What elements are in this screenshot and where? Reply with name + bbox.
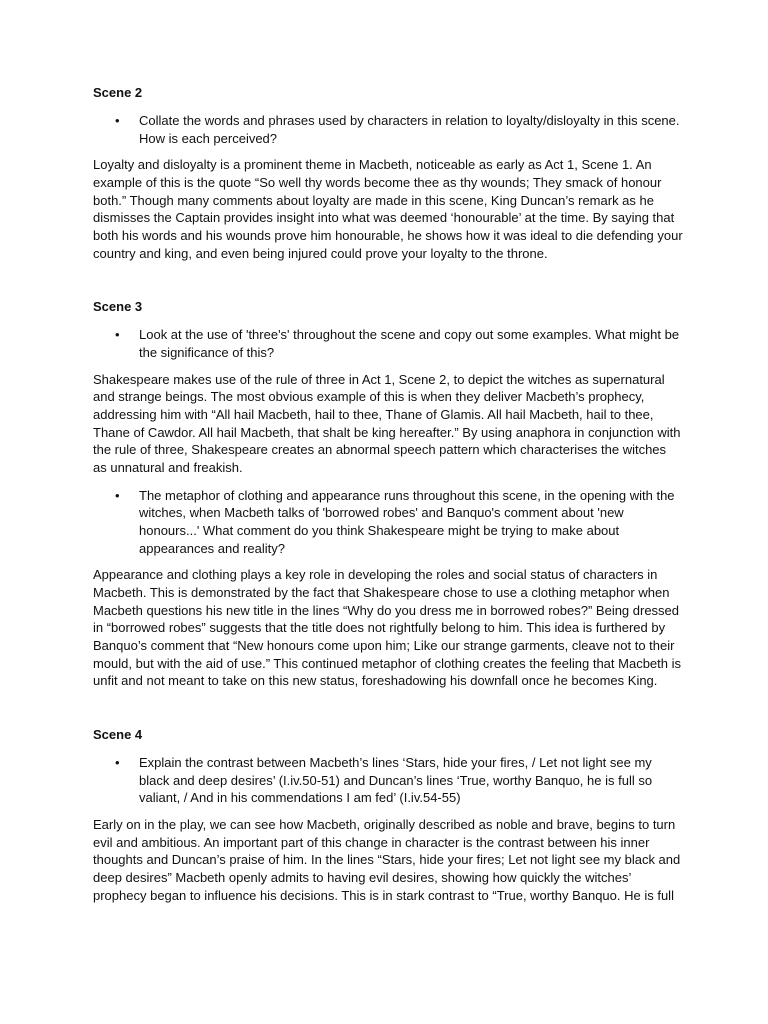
bullet-marker: • <box>115 487 120 503</box>
question-text: Look at the use of 'three's' throughout the scene and copy out some examples. What might be the significance of this? <box>139 327 680 360</box>
scene-2-heading: Scene 2 <box>93 85 143 100</box>
scene-3-question-1 <box>93 326 683 361</box>
scene-3-question-2 <box>93 487 683 557</box>
bullet-marker: • <box>115 113 120 128</box>
scene-3-heading: Scene 3 <box>93 299 143 315</box>
scene-3-answer-2: Appearance and clothing plays a key role in developing the roles and social status of characters in Macbeth. This is demonstrated by the fact that Shakespeare chose to use a clothing metaphor when Macbeth questions his new title in the lines “Why do you dress me in borrowed robes?” Being dressed in “borrowed robes” suggests that the title does not rightfully belong to him. This idea is furthered by Banquo’s comment that “New honours come upon him; Like our strange garments, cleave not to their mould, but with the aid of use.” This continued metaphor of clothing creates the feeling that Macbeth is unfit and not meant to take on this new status, foreshadowing his downfall once he becomes King. <box>93 567 681 689</box>
scene-4-heading: Scene 4 <box>93 727 143 743</box>
scene-4-answer: Early on in the play, we can see how Macbeth, originally described as noble and brave, begins to turn evil and ambitious. An important part of this change in character is the contrast between his inner thoughts and Duncan’s praise of him. In the lines “Stars, hide your fires; Let not light see my black and deep desires” Macbeth openly admits to having evil desires, showing how quickly the witches’ prophecy began to influence his decisions. This is in stark contrast to “True, worthy Banquo. He is full <box>93 816 681 903</box>
bullet-marker: • <box>115 327 120 343</box>
question-text: Collate the words and phrases used by characters in relation to loyalty/disloyalty in this scene. How is each perceived? <box>139 113 680 146</box>
document-page <box>93 84 683 904</box>
scene-2-question <box>93 112 683 147</box>
question-text: The metaphor of clothing and appearance runs throughout this scene, in the opening with the witches, when Macbeth talks of 'borrowed robes' and Banquo's comment about 'new honours...' What comment do you think Shakespeare might be trying to make about appearances and reality? <box>139 487 675 556</box>
bullet-marker: • <box>115 755 120 771</box>
scene-4-question <box>93 754 683 807</box>
question-text: Explain the contrast between Macbeth’s lines ‘Stars, hide your fires, / Let not light see my black and deep desires’ (I.iv.50-51) and Duncan’s lines ‘True, worthy Banquo, he is full so valiant, / And in his commendations I am fed’ (I.iv.54-55) <box>139 755 653 806</box>
scene-2-answer: Loyalty and disloyalty is a prominent theme in Macbeth, noticeable as early as Act 1, Scene 1. An example of this is the quote “So well thy words become thee as thy wounds; They smack of honour both.” Though many comments about loyalty are made in this scene, King Duncan’s remark as he dismisses the Captain provides insight into what was deemed ‘honourable’ at the time. By saying that both his words and his wounds prove him honourable, he shows how it was ideal to die defending your country and king, and even being injured could prove your loyalty to the throne. <box>93 157 683 261</box>
scene-3-answer-1: Shakespeare makes use of the rule of three in Act 1, Scene 2, to depict the witches as supernatural and strange beings. The most obvious example of this is when they deliver Macbeth’s prophecy, addressing him with “All hail Macbeth, hail to thee, Thane of Glamis. All hail Macbeth, hail to thee, Thane of Cawdor. All hail Macbeth, that shalt be king hereafter.” By using anaphora in conjunction with the rule of three, Shakespeare creates an abnormal speech pattern which characterises the witches as unnatural and freakish. <box>93 371 681 476</box>
